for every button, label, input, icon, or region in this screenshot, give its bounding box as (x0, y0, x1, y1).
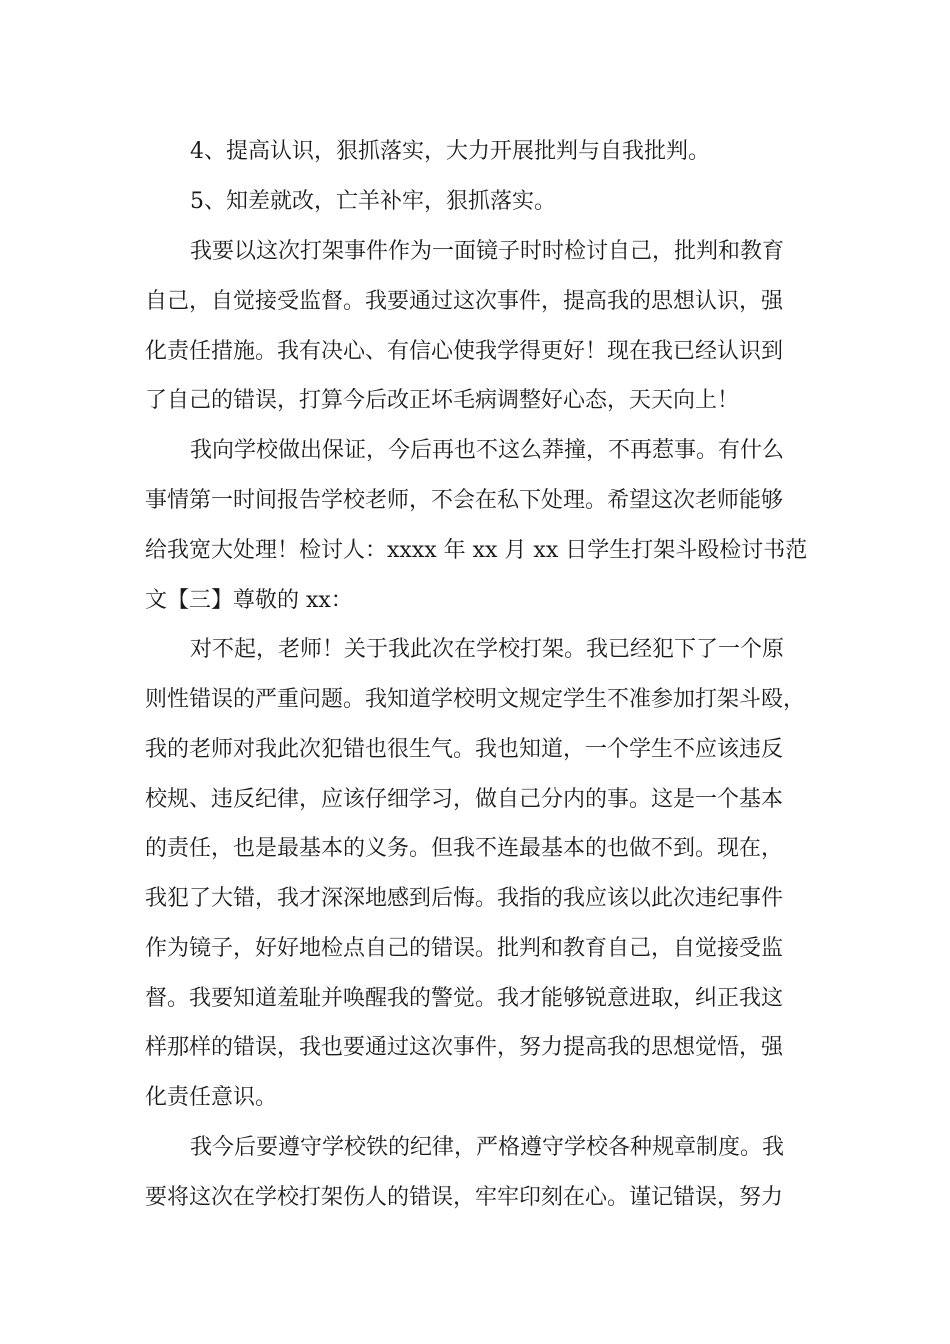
text-line: 要将这次在学校打架伤人的错误，牢牢印刻在心。谨记错误，努力 (145, 1185, 784, 1210)
text-line: 5、知差就改，亡羊补牢，狠抓落实。 (190, 189, 556, 214)
text-line: 我的老师对我此次犯错也很生气。我也知道，一个学生不应该违反 (145, 737, 784, 762)
text-line: 给我宽大处理！检讨人：xxxx 年 xx 月 xx 日学生打架斗殴检讨书范 (145, 538, 808, 563)
text-line: 我向学校做出保证，今后再也不这么莽撞，不再惹事。有什么 (190, 438, 785, 463)
text-line: 我犯了大错，我才深深地感到后悔。我指的我应该以此次违纪事件 (145, 886, 784, 911)
text-line: 文【三】尊敬的 xx： (145, 588, 353, 613)
text-line: 化责任意识。 (145, 1085, 278, 1110)
text-line: 4、提高认识，狠抓落实，大力开展批判与自我批判。 (190, 139, 710, 164)
text-line: 作为镜子，好好地检点自己的错误。批判和教育自己，自觉接受监 (145, 936, 784, 961)
text-line: 样那样的错误，我也要通过这次事件，努力提高我的思想觉悟，强 (145, 1035, 784, 1060)
text-line: 自己，自觉接受监督。我要通过这次事件，提高我的思想认识，强 (145, 289, 784, 314)
text-line: 事情第一时间报告学校老师，不会在私下处理。希望这次老师能够 (145, 488, 784, 513)
text-line: 了自己的错误，打算今后改正坏毛病调整好心态，天天向上！ (145, 388, 740, 413)
text-line: 督。我要知道羞耻并唤醒我的警觉。我才能够锐意进取，纠正我这 (145, 986, 784, 1011)
text-line: 的责任，也是最基本的义务。但我不连最基本的也做不到。现在， (145, 836, 784, 861)
text-line: 则性错误的严重问题。我知道学校明文规定学生不准参加打架斗殴， (145, 687, 806, 712)
text-line: 化责任措施。我有决心、有信心使我学得更好！现在我已经认识到 (145, 339, 784, 364)
text-line: 对不起，老师！关于我此次在学校打架。我已经犯下了一个原 (190, 637, 785, 662)
text-line: 我要以这次打架事件作为一面镜子时时检讨自己，批判和教育 (190, 239, 785, 264)
text-line: 我今后要遵守学校铁的纪律，严格遵守学校各种规章制度。我 (190, 1135, 785, 1160)
text-line: 校规、违反纪律，应该仔细学习，做自己分内的事。这是一个基本 (145, 787, 784, 812)
